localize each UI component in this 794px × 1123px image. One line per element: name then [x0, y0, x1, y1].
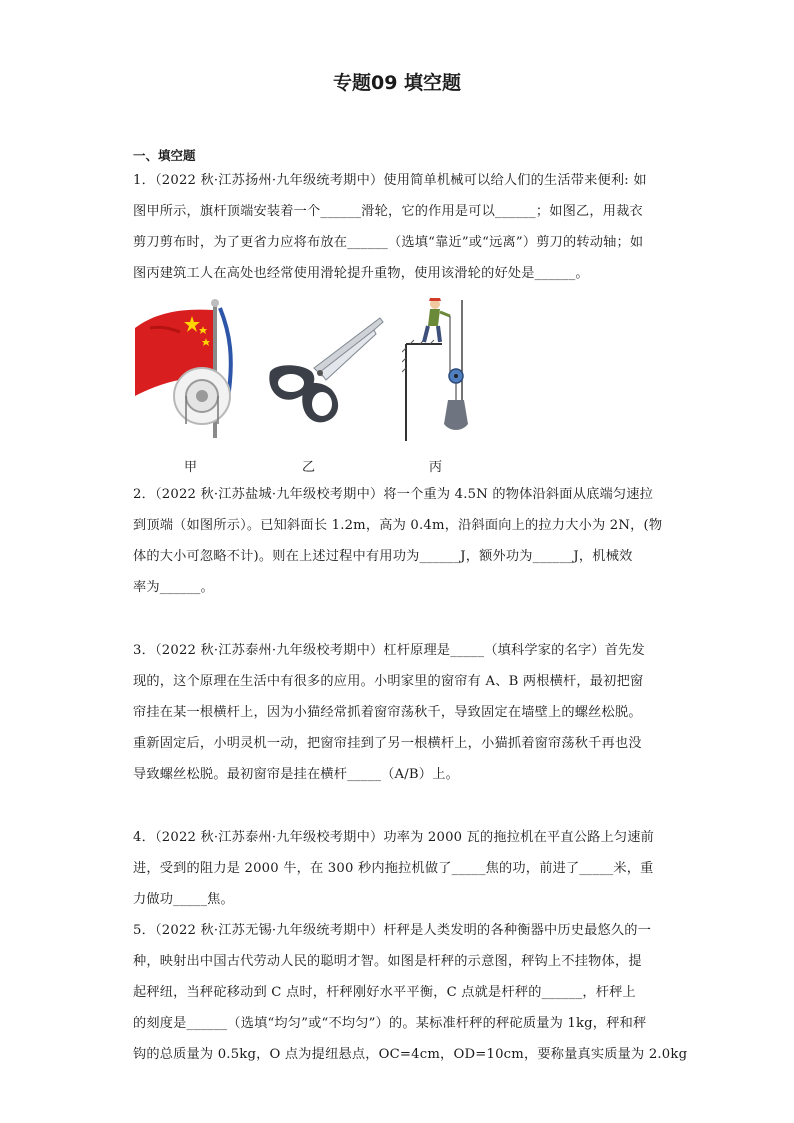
q2-line-3: 体的大小可忽略不计)。则在上述过程中有用功为______J，额外功为______J，机械效	[133, 549, 633, 564]
q4-line-1: 4．（2022 秋·江苏泰州·九年级校考期中）功率为 2000 瓦的拖拉机在平直公路上匀速前	[133, 830, 655, 845]
q5-line-5: 钩的总质量为 0.5kg，O 点为提纽悬点，OC=4cm，OD=10cm，要称量真实质量为 2.0kg	[133, 1047, 688, 1062]
section-heading: 一、填空题	[133, 148, 196, 163]
q1-line-4: 图丙建筑工人在高处也经常使用滑轮提升重物，使用该滑轮的好处是______。	[133, 266, 589, 281]
worker-pulley-figure	[402, 296, 477, 441]
q5-line-3: 起秤纽，当秤砣移动到 C 点时，杆秤刚好水平平衡，C 点就是杆秤的______，杆秤上	[133, 985, 636, 1000]
q5-line-1: 5．（2022 秋·江苏无锡·九年级统考期中）杆秤是人类发明的各种衡器中历史最悠久的一	[133, 923, 652, 938]
q2-line-2: 到顶端（如图所示）。已知斜面长 1.2m，高为 0.4m，沿斜面向上的拉力大小为 2N，(物	[133, 518, 663, 533]
q3-line-4: 重新固定后，小明灵机一动，把窗帘挂到了另一根横杆上，小猫抓着窗帘荡秋千再也没	[133, 736, 642, 751]
q5-line-2: 种，映射出中国古代劳动人民的聪明才智。如图是杆秤的示意图，秤钩上不挂物体，提	[133, 954, 642, 969]
figure-label-bing: 丙	[429, 460, 443, 475]
q3-line-2: 现的，这个原理在生活中有很多的应用。小明家里的窗帘有 A、B 两根横杆，最初把窗	[133, 674, 644, 689]
q3-line-5: 导致螺丝松脱。最初窗帘是挂在横杆_____（A/B）上。	[133, 767, 459, 782]
page-title: 专题09 填空题	[332, 72, 462, 94]
q1-line-3: 剪刀剪布时，为了更省力应将布放在______（选填“靠近”或“远离”）剪刀的转动轴；如	[133, 235, 644, 250]
q3-line-3: 帘挂在某一根横杆上，因为小猫经常抓着窗帘荡秋千，导致固定在墙壁上的螺丝松脱。	[133, 705, 642, 720]
figure-label-jia: 甲	[184, 460, 198, 475]
scissors-figure	[262, 310, 387, 430]
flag-pulley-figure	[130, 298, 235, 443]
q3-line-1: 3．（2022 秋·江苏泰州·九年级校考期中）杠杆原理是_____（填科学家的名字）首先发	[133, 643, 645, 658]
q4-line-2: 进，受到的阻力是 2000 牛，在 300 秒内拖拉机做了_____焦的功，前进了_____米，重	[133, 861, 654, 876]
q5-line-4: 的刻度是______（选填“均匀”或“不均匀”）的。某标准杆秤的秤砣质量为 1kg，秤和秤	[133, 1016, 647, 1031]
q2-line-1: 2．（2022 秋·江苏盐城·九年级校考期中）将一个重为 4.5N 的物体沿斜面从底端匀速拉	[133, 487, 654, 502]
q1-line-1: 1．（2022 秋·江苏扬州·九年级统考期中）使用简单机械可以给人们的生活带来便利: 如	[133, 173, 647, 188]
q2-line-4: 率为______。	[133, 580, 214, 595]
figure-label-yi: 乙	[302, 460, 316, 475]
q4-line-3: 力做功_____焦。	[133, 892, 234, 907]
q1-line-2: 图甲所示，旗杆顶端安装着一个______滑轮，它的作用是可以______；如图乙，用裁衣	[133, 204, 643, 219]
